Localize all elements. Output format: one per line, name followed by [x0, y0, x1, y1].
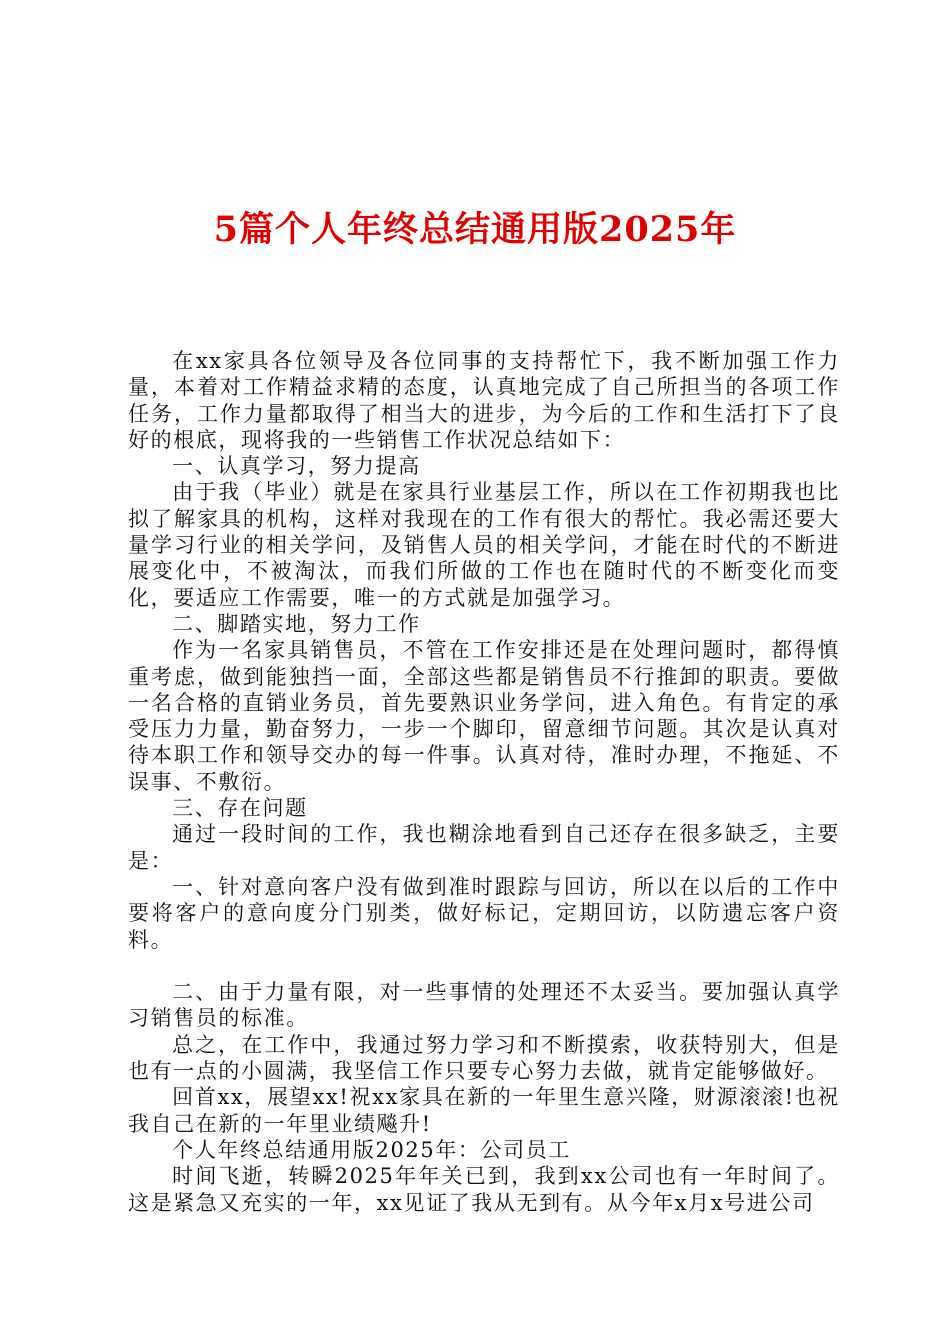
document-title: 5篇个人年终总结通用版2025年 [213, 209, 737, 250]
paragraph-problem-two: 二、由于力量有限，对一些事情的处理还不太妥当。要加强认真学习销售员的标准。 [128, 980, 840, 1031]
paragraph-problems: 通过一段时间的工作，我也糊涂地看到自己还存在很多缺乏，主要是： [128, 822, 840, 873]
section-heading-problems: 三、存在问题 [172, 796, 308, 821]
paragraph-intro: 在xx家具各位领导及各位同事的支持帮忙下，我不断加强工作力量，本着对工作精益求精的态度，认真地完成了自己所担当的各项工作任务，工作力量都取得了相当大的进步，为今后的工作和生活打下了良好的根底，现将我的一些销售工作状况总结如下： [128, 349, 840, 452]
paragraph-second-summary: 时间飞逝，转瞬2025年年关已到，我到xx公司也有一年时间了。这是紧急又充实的一年，xx见证了我从无到有。从今年x月x号进公司 [128, 1164, 840, 1215]
paragraph-work: 作为一名家具销售员，不管在工作安排还是在处理问题时，都得慎重考虑，做到能独挡一面，全部这些都是销售员不行推卸的职责。要做一名合格的直销业务员，首先要熟识业务学问，进入角色。有肯定的承受压力力量，勤奋努力，一步一个脚印，留意细节问题。其次是认真对待本职工作和领导交办的每一件事。认真对待，准时办理，不拖延、不误事、不敷衍。 [128, 638, 840, 794]
blank-line [128, 953, 840, 979]
document-body [128, 348, 840, 1216]
section-heading-second-summary: 个人年终总结通用版2025年：公司员工 [172, 1137, 571, 1162]
paragraph-problem-one: 一、针对意向客户没有做到准时跟踪与回访，所以在以后的工作中要将客户的意向度分门别类，做好标记，定期回访，以防遗忘客户资料。 [128, 874, 840, 952]
paragraph-outlook: 回首xx，展望xx!祝xx家具在新的一年里生意兴隆，财源滚滚!也祝我自己在新的一年里业绩飚升! [128, 1085, 840, 1136]
paragraph-study: 由于我（毕业）就是在家具行业基层工作，所以在工作初期我也比拟了解家具的机构，这样对我现在的工作有很大的帮忙。我必需还要大量学习行业的相关学问，及销售人员的相关学问，才能在时代的不断进展变化中，不被淘汰，而我们所做的工作也在随时代的不断变化而变化，要适应工作需要，唯一的方式就是加强学习。 [128, 480, 840, 610]
paragraph-summary: 总之，在工作中，我通过努力学习和不断摸索，收获特别大，但是也有一点的小圆满，我坚信工作只要专心努力去做，就肯定能够做好。 [128, 1032, 840, 1084]
section-heading-work: 二、脚踏实地，努力工作 [172, 611, 421, 636]
section-heading-study: 一、认真学习，努力提高 [172, 454, 421, 479]
